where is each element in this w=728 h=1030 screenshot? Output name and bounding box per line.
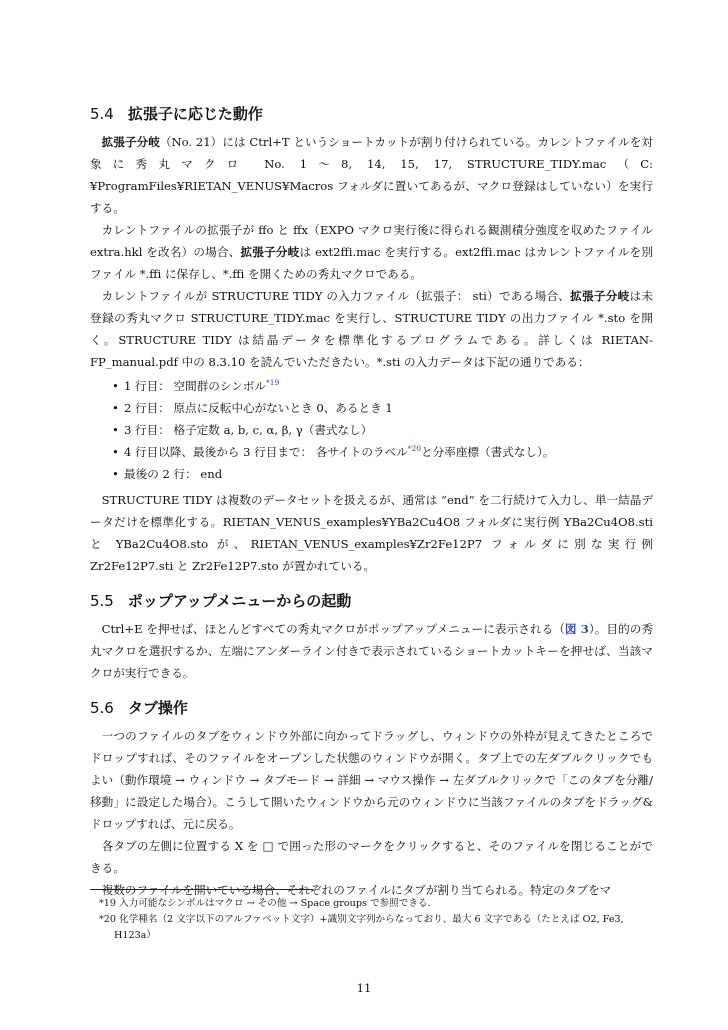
paragraph-text: ）。目的の秀丸マクロを選択するか、左端にアンダーライン付きで表示されているショートカットキーを押せば、当該マクロが実行できる。 (90, 622, 654, 680)
section-heading-5-5 (90, 591, 653, 611)
keyword: 拡張子分岐 (570, 289, 630, 303)
section-heading-5-6 (90, 698, 653, 718)
paragraph (90, 618, 653, 684)
list-item (112, 463, 653, 485)
paragraph: STRUCTURE TIDY は複数のデータセットを扱えるが、通常は “end” を二行続けて入力し、単一結晶データだけを標準化する。RIETAN_VENUS_examples¥YBa2Cu4O8 フォルダに実行例 YBa2Cu4O8.sti と YBa2Cu4O8.sto が、RIETAN_VENUS_examples¥Zr2Fe12P7 フォルダに別な実行例 Zr2Fe12P7.sti と Zr2Fe12P7.sto が置かれている。 (90, 493, 653, 573)
section-title: 拡張子に応じた動作 (127, 105, 263, 123)
paragraph-text: カレントファイルの拡張子が ffo と ffx（EXPO マクロ実行後に得られる観測積分強度を収めたファイル extra.hkl を改名）の場合、 (90, 223, 653, 259)
footnote-text: 化学種名（2 文字以下のアルファベット文字）+識別文字列からなっており、最大 6 文字である（たとえば O2, Fe3, H123a） (114, 914, 624, 941)
list-item (112, 397, 653, 419)
list-item-text: 3 行目： 格子定数 a, b, c, α, β, γ（書式なし） (124, 423, 373, 437)
list-item-text: 4 行目以降、最後から 3 行目まで： 各サイトのラベル (124, 445, 408, 459)
paragraph: 一つのファイルのタブをウィンドウ外部に向かってドラッグし、ウィンドウの外枠が見えてきたところでドロップすれば、そのファイルをオープンした状態のウィンドウが開く。タブ上での左ダブルクリックでもよい（動作環境 → ウィンドウ → タブモード → 詳細 → マウス操作 → 左ダブルクリックで「このタブを分離/移動」に設定した場合）。こうして開いたウィンドウから元のウィンドウに当該ファイルのタブをドラッグ&ドロップすれば、元に戻る。 (90, 729, 653, 831)
section-number: 5.6 (90, 699, 114, 717)
list-item-text: と分率座標（書式なし）。 (421, 445, 555, 459)
paragraph-text: は未登録の秀丸マクロ STRUCTURE_TIDY.mac を実行し、STRUCTURE TIDY の出力ファイル *.sto を開く。STRUCTURE TIDY は結晶データを標準化するプログラムである。詳しくは RIETAN-FP_manual.pdf 中の 8.3.10 を読んでいただきたい。*.sti の入力データは下記の通りである： (90, 289, 653, 369)
list-item-text: 2 行目： 原点に反転中心がないとき 0、あるとき 1 (124, 401, 393, 415)
footnote-mark: *19 (99, 898, 117, 909)
paragraph (90, 219, 653, 285)
footnote-ref[interactable]: *20 (407, 444, 422, 454)
footnote (90, 896, 653, 912)
footnote-mark: *20 (99, 914, 117, 925)
paragraph: 各タブの左側に位置する X を □ で囲った形のマークをクリックすると、そのファイルを閉じることができる。 (90, 839, 653, 875)
section-heading-5-4 (90, 104, 653, 124)
footnotes (90, 889, 653, 944)
section-title: ポップアップメニューからの起動 (127, 592, 352, 610)
page-number: 11 (356, 981, 372, 995)
page-content (90, 104, 653, 901)
footnote (90, 912, 653, 944)
keyword: 拡張子分岐 (101, 135, 160, 149)
list-item-text: 最後の 2 行： end (124, 467, 223, 481)
paragraph (90, 131, 653, 219)
section-number: 5.4 (90, 105, 114, 123)
figure-link[interactable]: 図 3 (564, 622, 589, 636)
paragraph-text: カレントファイルが STRUCTURE TIDY の入力ファイル（拡張子： sti）である場合、 (101, 289, 571, 303)
paragraph-text: （No. 21）には Ctrl+T というショートカットが割り付けられている。カレントファイルを対象に秀丸マクロ No. 1〜8, 14, 15, 17, STRUCTURE_TIDY.mac（C:¥ProgramFiles¥RIETAN_VENUS¥Macros フォルダに置いてあるが、マクロ登録はしていない）を実行する。 (90, 135, 653, 215)
paragraph-text: Ctrl+E を押せば、ほとんどすべての秀丸マクロがポップアップメニューに表示される（ (101, 622, 565, 636)
section-title: タブ操作 (127, 699, 188, 717)
paragraph-text: は ext2ffi.mac を実行する。ext2ffi.mac はカレントファイルを別ファイル *.ffi に保存し、*.ffi を開くための秀丸マクロである。 (90, 245, 653, 281)
list-item (112, 375, 653, 397)
list-item-text: 1 行目： 空間群のシンボル (124, 379, 266, 393)
section-number: 5.5 (90, 592, 114, 610)
footnote-ref[interactable]: *19 (266, 378, 280, 388)
footnote-divider (90, 889, 313, 890)
paragraph: 複数のファイルを開いている場合、それぞれのファイルにタブが割り当てられる。特定のタブをマ (101, 883, 612, 897)
list-item (112, 419, 653, 441)
paragraph (90, 285, 653, 373)
keyword: 拡張子分岐 (240, 245, 300, 259)
footnote-text: 入力可能なシンボルはマクロ → その他 → Space groups で参照できる. (119, 898, 431, 909)
input-format-list (90, 375, 653, 485)
list-item (112, 441, 653, 463)
